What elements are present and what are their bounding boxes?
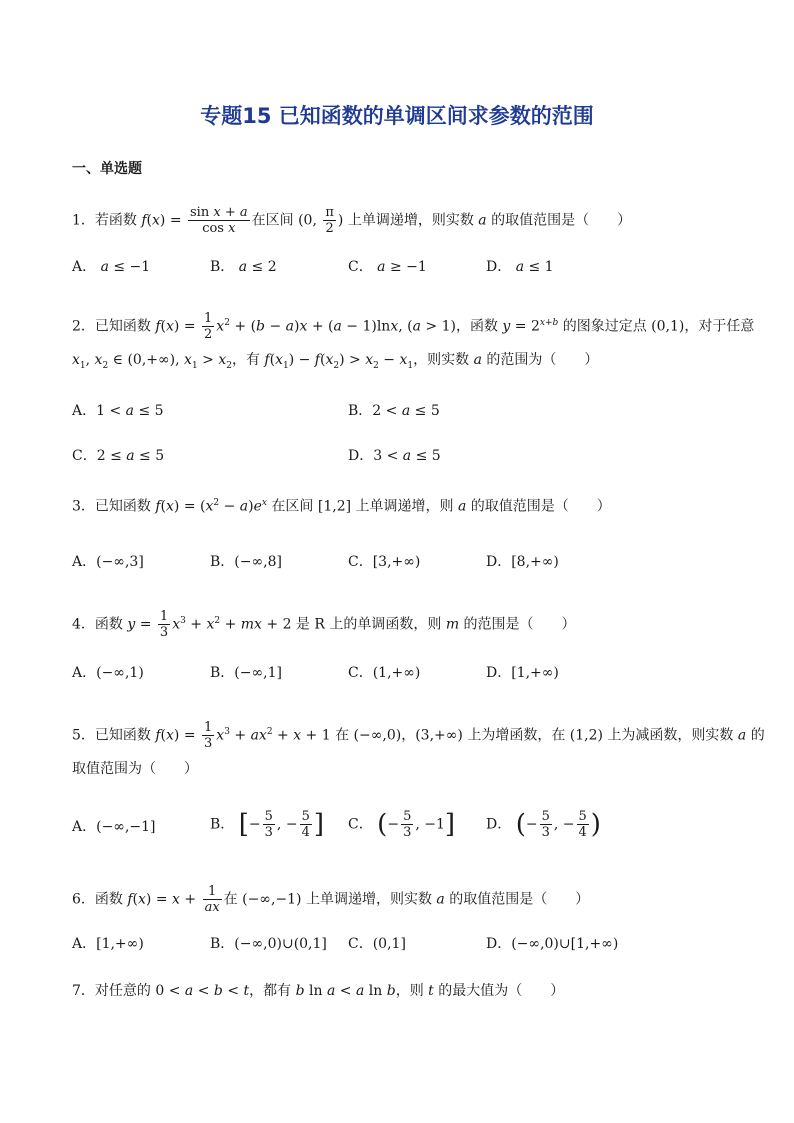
q1-option-c: C． a ≥ −1 (348, 259, 427, 275)
q2-option-a: A．1 < a ≤ 5 (72, 403, 164, 419)
q3-option-b: B．(−∞,8] (210, 554, 282, 570)
q1-option-b: B． a ≤ 2 (210, 259, 277, 275)
question-2-line-1: 2．已知函数 f(x) = $\frac{1}{2}$ $x^2 + (b - a)x + (a - 1)\ln x$, (a > 1)，函数 $y = 2^{x+b}$ 的图象过定点 (0,1)，对于任意 (72, 311, 755, 342)
question-7: 7．对任意的 0 < a < b < t，都有 b ln a < a ln b，则 t 的最大值为（ ） (72, 983, 565, 999)
q2-option-d: D．3 < a ≤ 5 (348, 448, 441, 464)
q4-option-c: C．(1,+∞) (348, 665, 421, 681)
question-3: 3．已知函数 $f(x) = (x^2 - a)e^x$ 在区间 [1,2] 上单调递增，则 a 的取值范围是（ ） (72, 498, 611, 515)
q4-option-a: A．(−∞,1) (72, 665, 144, 681)
q3-option-d: D．[8,+∞) (486, 554, 559, 570)
q1-option-a: A． a ≤ −1 (72, 259, 151, 275)
q5-option-b: B． [− $\frac{5}{3}$ , − $\frac{5}{4}$ ] (210, 809, 324, 840)
q4-option-b: B．(−∞,1] (210, 665, 282, 681)
question-4: 4．函数 y = $\frac{1}{3}$ $x^3 + x^2$ + mx + 2 是 R 上的单调函数，则 m 的范围是（ ） (72, 609, 576, 640)
q2-option-b: B．2 < a ≤ 5 (348, 403, 440, 419)
q3-option-a: A．(−∞,3] (72, 554, 144, 570)
q2-option-c: C．2 ≤ a ≤ 5 (72, 448, 165, 464)
question-6: 6．函数 f(x) = x + $\frac{1}{ax}$ 在 (−∞,−1) 上单调递增，则实数 a 的取值范围是（ ） (72, 884, 590, 915)
question-1: 1．若函数 f(x) = $\frac{\text{sin x + a}}{\text{cos x}}$ 在区间 (0, $\frac{\pi}{2}$ ) 上单调递增，则实数 a 的取值范围是（ ） (72, 205, 632, 236)
question-5-line-1: 5．已知函数 f(x) = $\frac{1}{3}$ $x^3 + ax^2 + x + 1$ 在 (−∞,0)，(3,+∞) 上为增函数，在 (1,2) 上为减函数，则实数 a 的 (72, 720, 765, 751)
q4-option-d: D．[1,+∞) (486, 665, 559, 681)
page-title: 专题15 已知函数的单调区间求参数的范围 (200, 104, 594, 128)
q6-option-c: C．(0,1] (348, 936, 406, 952)
section-heading: 一、单选题 (72, 161, 142, 177)
q5-option-d: D． (− $\frac{5}{3}$ , − $\frac{5}{4}$ ) (486, 809, 601, 840)
q6-option-a: A．[1,+∞) (72, 936, 144, 952)
q1-option-d: D． a ≤ 1 (486, 259, 554, 275)
q6-option-b: B．(−∞,0)∪(0,1] (210, 936, 327, 952)
q5-option-a: A．(−∞,−1] (72, 819, 156, 835)
q6-option-d: D．(−∞,0)∪[1,+∞) (486, 936, 619, 952)
question-5-line-2: 取值范围为（ ） (72, 761, 198, 777)
question-2-line-2: $x_1$, $x_2$ ∈ (0,+∞), $x_1 > x_2$，有 $f(x_1) - f(x_2) > x_2 - x_1$，则实数 a 的范围为（ ） (72, 352, 599, 371)
q3-option-c: C．[3,+∞) (348, 554, 421, 570)
q5-option-c: C． (− $\frac{5}{3}$ , −1] (348, 809, 456, 840)
